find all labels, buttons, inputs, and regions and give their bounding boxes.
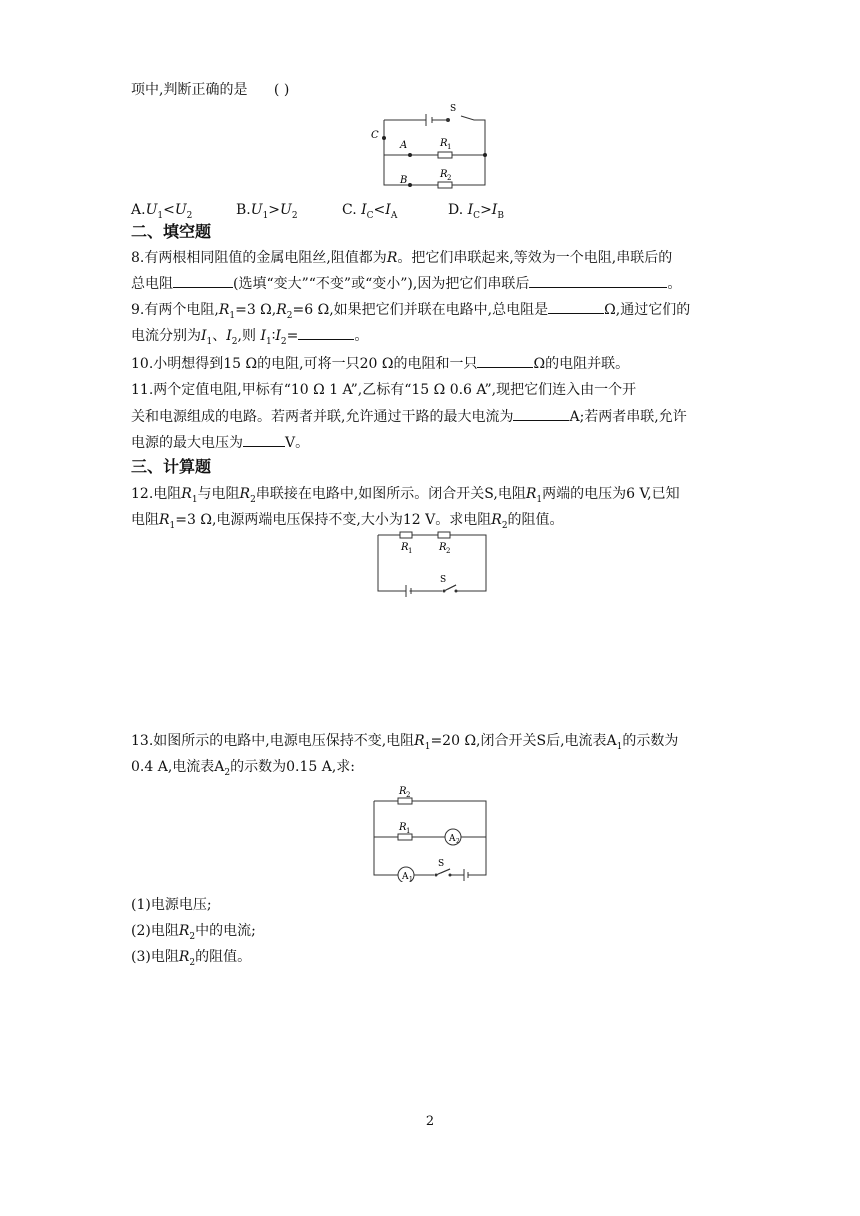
q13-r1-label: R xyxy=(399,822,407,833)
q13-line-2: 0.4 A,电流表$A_2$的示数为0.15 A,求: xyxy=(131,759,356,778)
q11-line-1: 11.两个定值电阻,甲标有“10 Ω 1 A”,乙标有“15 Ω 0.6 A”,现把它们连入由一个开 xyxy=(131,382,637,398)
q9-blank-1[interactable] xyxy=(548,299,604,314)
q7-option-b: $B.U_1>U_2$ xyxy=(236,202,298,221)
q7-node-a-label: A xyxy=(400,140,408,151)
q12-circuit-figure xyxy=(372,528,492,598)
q13-ammeter-a2-sub: 2 xyxy=(456,838,460,845)
q13-part-1: (1)电源电压; xyxy=(131,897,212,913)
q13-switch-label: S xyxy=(438,859,445,869)
q13-ammeter-a1-sub: 1 xyxy=(409,876,413,882)
q7-circuit-figure xyxy=(368,100,496,196)
q12-r1-sub: 1 xyxy=(408,547,413,555)
q7-node-b-label: B xyxy=(400,175,408,186)
q13-r2-label: R xyxy=(399,786,407,797)
q13-part-3: (3)电阻$R_2$的阻值。 xyxy=(131,949,252,968)
q7-r1-sub: 1 xyxy=(447,143,452,151)
q13-ammeter-a2-label: A xyxy=(449,834,456,844)
q10-blank[interactable] xyxy=(477,353,533,368)
q8-line-2: 总电阻 (选填“变大”“不变”或“变小”),因为把它们串联后 。 xyxy=(131,273,681,294)
q12-r2-sub: 2 xyxy=(446,547,451,555)
q7-r2-label: R xyxy=(440,169,448,180)
q13-circuit-figure xyxy=(370,782,490,882)
q13-line-1: 13.如图所示的电路中,电源电压保持不变,电阻$R_1=20$ Ω,闭合开关S后,电流表$A_1$的示数为 xyxy=(131,733,679,752)
q7-r2-sub: 2 xyxy=(447,174,452,182)
q9-blank-2[interactable] xyxy=(298,325,354,340)
q11-line-3: 电源的最大电压为 V。 xyxy=(131,432,309,453)
q10-line: 10.小明想得到15 Ω的电阻,可将一只20 Ω的电阻和一只 Ω的电阻并联。 xyxy=(131,353,629,374)
q13-r1-sub: 1 xyxy=(406,827,411,835)
q12-line-1: 12.电阻$R_1$与电阻$R_2$串联接在电路中,如图所示。闭合开关S,电阻$R_1$两端的电压为6 V,已知 xyxy=(131,486,680,505)
q7-r1-label: R xyxy=(440,138,448,149)
q12-r1-label: R xyxy=(401,542,409,553)
q13-part-2: (2)电阻$R_2$中的电流; xyxy=(131,923,256,942)
q7-option-c: C. $I_C<I_A$ xyxy=(342,202,398,221)
section-3-heading: 三、计算题 xyxy=(131,457,212,476)
q8-blank-1[interactable] xyxy=(173,273,233,288)
q7-stem xyxy=(131,80,289,100)
q7-option-a: $A.U_1<U_2$ xyxy=(131,202,193,221)
q8-line-1: 8.有两根相同阻值的金属电阻丝,阻值都为R。把它们串联起来,等效为一个电阻,串联后的 xyxy=(131,250,673,266)
q13-r2-sub: 2 xyxy=(406,791,411,799)
q9-line-1: 9.有两个电阻$,R_1=3$ $\Omega,R_2=6$ Ω,如果把它们并联在电路中,总电阻是 Ω,通过它们的 xyxy=(131,299,690,326)
q9-line-2: 电流分别为$I_1$、$I_2$,则 $I_1∶I_2=$ 。 xyxy=(131,325,368,352)
section-2-heading: 二、填空题 xyxy=(131,222,212,241)
q12-r2-label: R xyxy=(439,542,447,553)
q7-stem-text: 项中,判断正确的是 xyxy=(131,82,248,98)
q12-switch-label: S xyxy=(440,575,447,585)
q7-node-c-label: C xyxy=(371,130,379,141)
page-number: 2 xyxy=(425,1114,435,1129)
q12-line-2: 电阻$R_1=3$ Ω,电源两端电压保持不变,大小为12 V。求电阻$R_2$的阻值。 xyxy=(131,512,564,531)
q11-blank-2[interactable] xyxy=(243,432,285,447)
q7-answer-paren: ( ) xyxy=(273,82,290,98)
q13-ammeter-a1-label: A xyxy=(402,872,409,882)
q7-option-d: D. $I_C>I_B$ xyxy=(448,202,504,221)
q7-switch-label: S xyxy=(450,104,457,114)
q8-blank-2[interactable] xyxy=(529,273,667,288)
q11-blank-1[interactable] xyxy=(513,406,569,421)
q11-line-2: 关和电源组成的电路。若两者并联,允许通过干路的最大电流为 A;若两者串联,允许 xyxy=(131,406,687,427)
